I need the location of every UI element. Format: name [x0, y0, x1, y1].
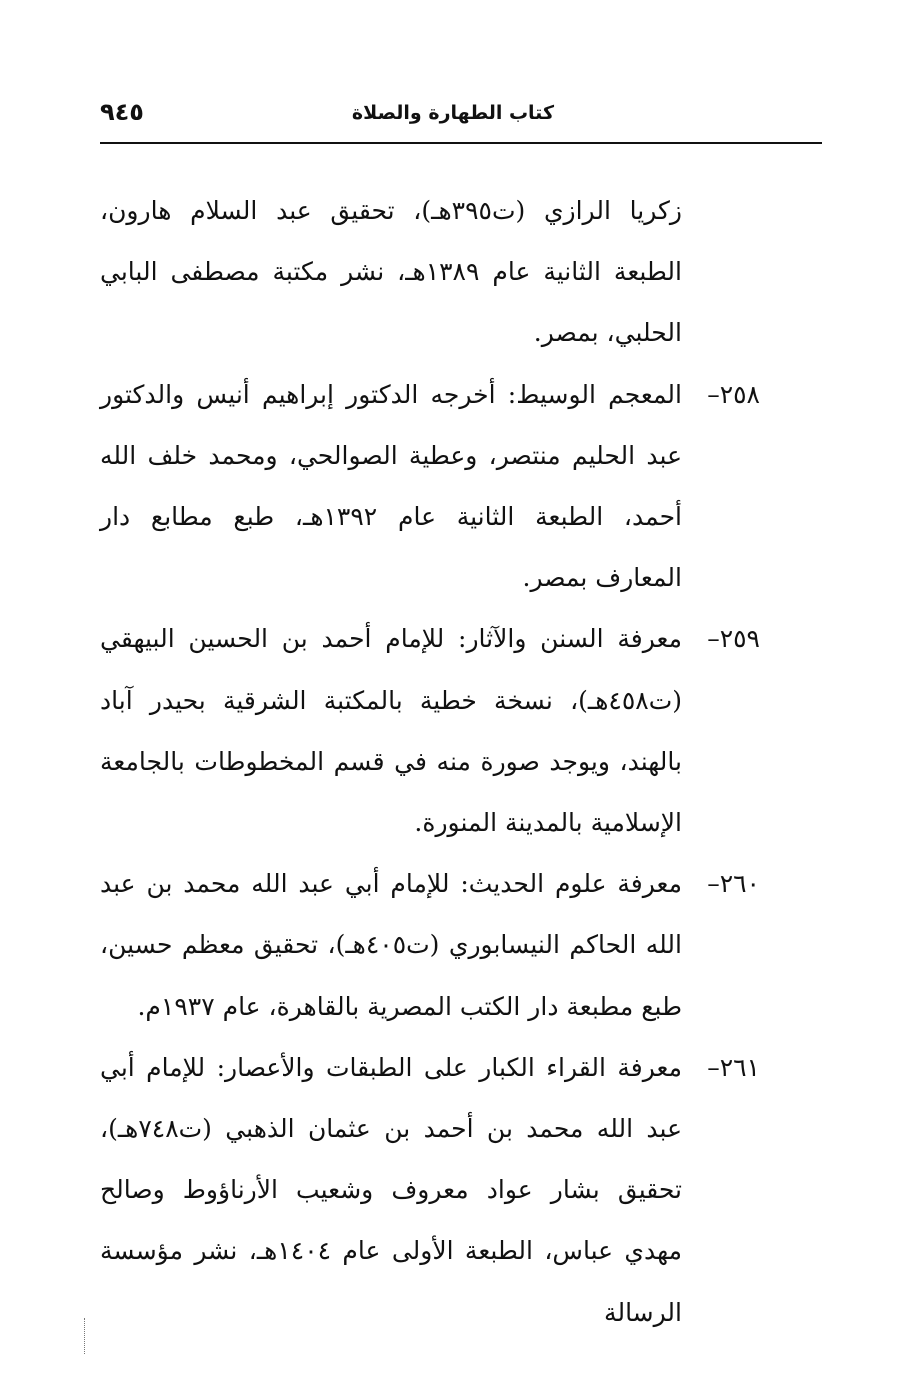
bibliography-entry-261 [100, 1037, 760, 1343]
entry-number: ٢٦١– [707, 1052, 760, 1082]
scan-margin-mark [84, 1318, 86, 1354]
running-header [100, 98, 822, 144]
bibliography-entry-260 [100, 853, 760, 1037]
continued-entry [100, 180, 760, 364]
page-number: ٩٤٥ [100, 98, 144, 126]
book-title: كتاب الطهارة والصلاة [351, 102, 554, 124]
entry-number: ٢٥٨– [707, 379, 760, 409]
entry-number: ٢٦٠– [707, 869, 760, 899]
entry-number: ٢٥٩– [707, 624, 760, 654]
bibliography-entry-259 [100, 608, 760, 853]
entry-text: معرفة القراء الكبار على الطبقات والأعصار: للإمام أبي عبد الله محمد بن أحمد بن عثمان الذهبي (ت٧٤٨هـ)، تحقيق بشار عواد معروف وشعيب الأرناؤوط وصالح مهدي عباس، الطبعة الأولى عام ١٤٠٤هـ، نشر مؤسسة الرسالة [100, 1052, 683, 1327]
entry-text: زكريا الرازي (ت٣٩٥هـ)، تحقيق عبد السلام هارون، الطبعة الثانية عام ١٣٨٩هـ، نشر مكتبة مصطفى البابي الحلبي، بمصر. [100, 196, 682, 348]
bibliography-list [100, 180, 760, 1343]
entry-text: معرفة علوم الحديث: للإمام أبي عبد الله محمد بن عبد الله الحاكم النيسابوري (ت٤٠٥هـ)، تحقيق معظم حسين، طبع مطبعة دار الكتب المصرية بالقاهرة، عام ١٩٣٧م. [100, 869, 682, 1021]
bibliography-entry-258 [100, 364, 760, 609]
entry-text: معرفة السنن والآثار: للإمام أحمد بن الحسين البيهقي (ت٤٥٨هـ)، نسخة خطية بالمكتبة الشرقية بحيدر آباد بالهند، ويوجد صورة منه في قسم المخطوطات بالجامعة الإسلامية بالمدينة المنورة. [100, 624, 682, 838]
entry-text: المعجم الوسيط: أخرجه الدكتور إبراهيم أنيس والدكتور عبد الحليم منتصر، وعطية الصوالحي، ومحمد خلف الله أحمد، الطبعة الثانية عام ١٣٩٢هـ، طبع مطابع دار المعارف بمصر. [100, 379, 682, 593]
